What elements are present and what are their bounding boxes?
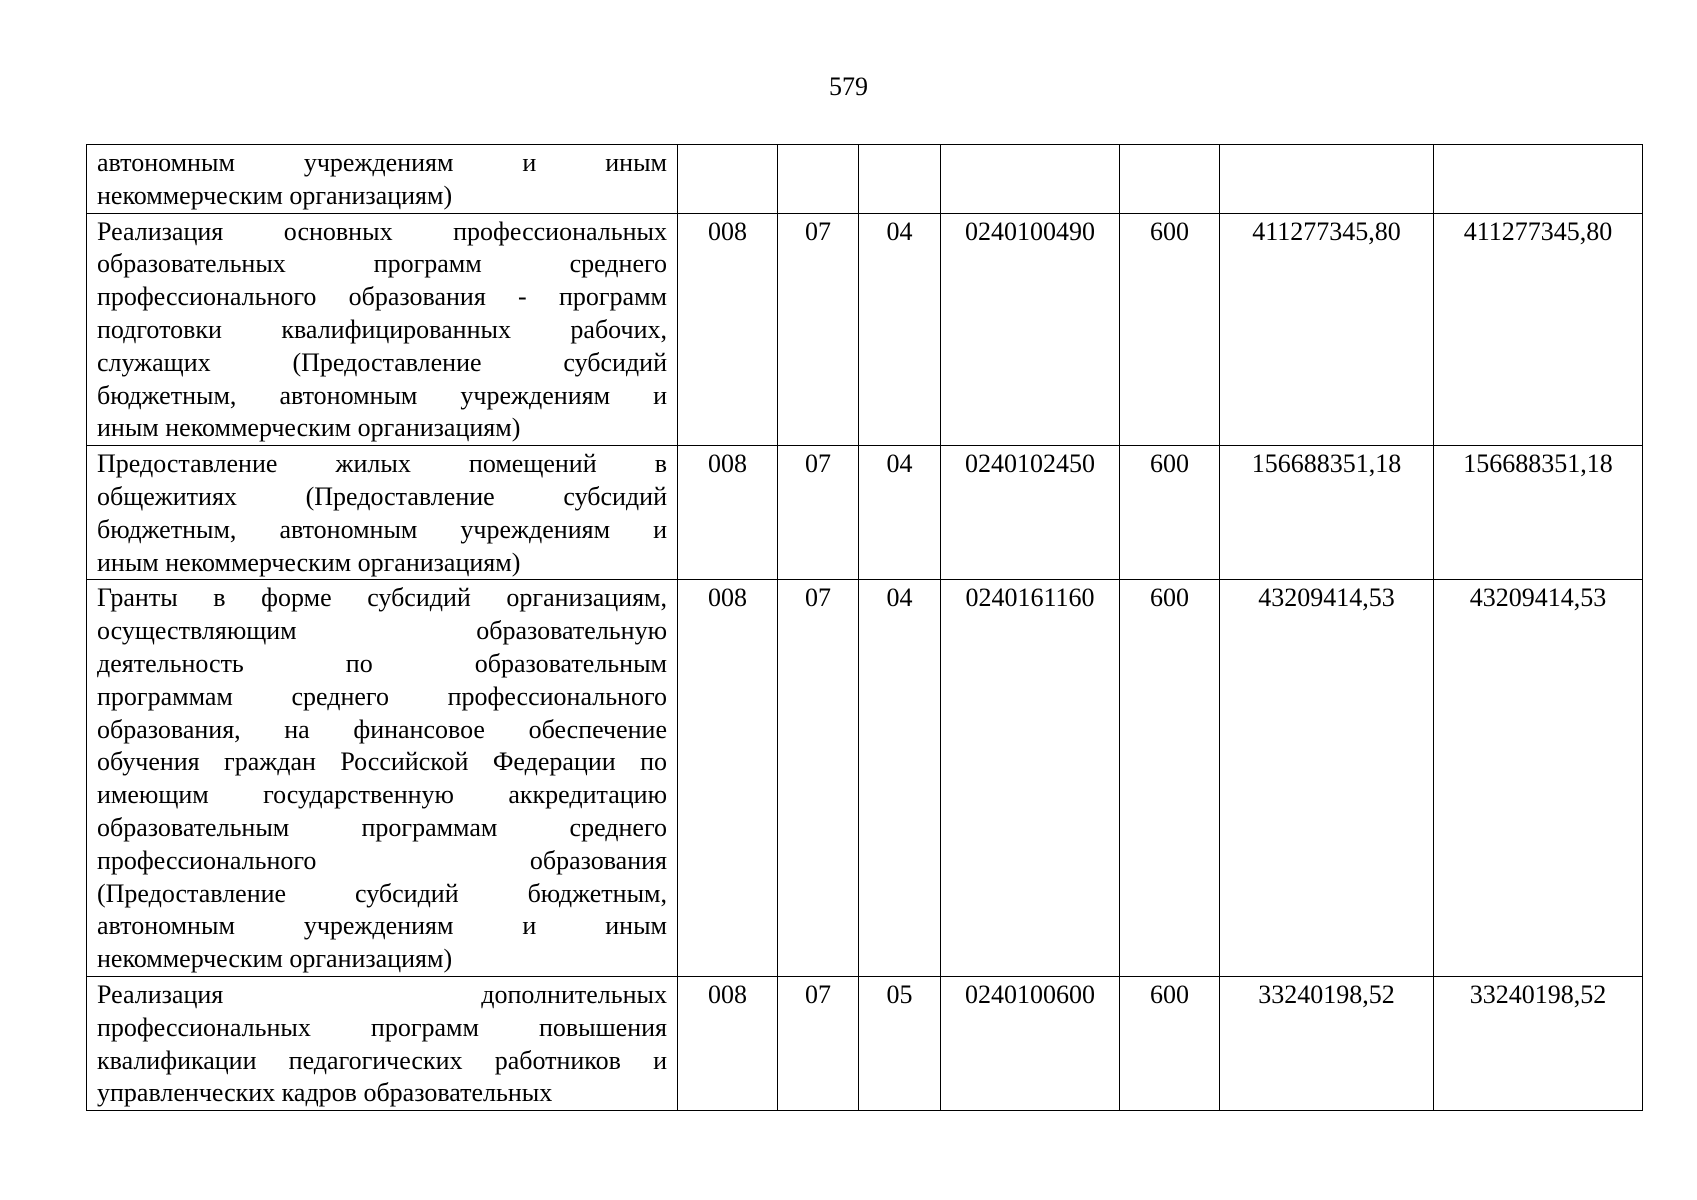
section-code-cell: 07 (778, 976, 859, 1110)
page-number: 579 (829, 72, 868, 101)
amount-first-year-cell (1220, 145, 1434, 214)
subsection-code-cell: 04 (859, 446, 941, 580)
amount-first-year-cell: 156688351,18 (1220, 446, 1434, 580)
expense-description-cell (87, 976, 678, 1110)
amount-second-year-cell: 33240198,52 (1434, 976, 1643, 1110)
description-line: автономным учреждениям и иным (97, 148, 667, 177)
table-row (87, 145, 1643, 214)
section-code-cell: 07 (778, 213, 859, 446)
target-article-cell: 0240100600 (941, 976, 1120, 1110)
expense-type-cell: 600 (1120, 976, 1220, 1110)
description-line: квалификации педагогических работников и (97, 1045, 667, 1075)
section-code-cell: 07 (778, 446, 859, 580)
table-row (87, 446, 1643, 580)
description-line: бюджетным, автономным учреждениям и (97, 514, 667, 544)
description-line: образовательных программ среднего (97, 249, 667, 279)
description-line: имеющим государственную аккредитацию (97, 780, 667, 810)
description-line: обучения граждан Российской Федерации по (97, 747, 667, 777)
target-article-cell: 0240100490 (941, 213, 1120, 446)
amount-first-year-cell: 43209414,53 (1220, 580, 1434, 977)
amount-second-year-cell: 156688351,18 (1434, 446, 1643, 580)
ministry-code-cell: 008 (678, 580, 778, 977)
target-article-cell: 0240102450 (941, 446, 1120, 580)
section-code-cell (778, 145, 859, 214)
description-line: осуществляющим образовательную (97, 616, 667, 646)
description-line: автономным учреждениям и иным (97, 911, 667, 941)
description-line: некоммерческим организациям) (97, 944, 453, 974)
description-line: Реализация дополнительных (97, 979, 667, 1009)
description-line: деятельность по образовательным (97, 648, 667, 678)
description-line: иным некоммерческим организациям) (97, 547, 521, 577)
section-code-cell: 07 (778, 580, 859, 977)
description-line: некоммерческим организациям) (97, 180, 453, 210)
expense-type-cell: 600 (1120, 213, 1220, 446)
description-line: образования, на финансовое обеспечение (97, 714, 667, 744)
description-line: бюджетным, автономным учреждениям и (97, 380, 667, 410)
amount-first-year-cell: 33240198,52 (1220, 976, 1434, 1110)
expense-type-cell: 600 (1120, 580, 1220, 977)
expense-description-cell (87, 580, 678, 977)
expense-description-cell (87, 145, 678, 214)
expense-type-cell (1120, 145, 1220, 214)
description-line: Предоставление жилых помещений в (97, 449, 667, 479)
description-line: управленческих кадров образовательных (97, 1078, 553, 1108)
amount-second-year-cell (1434, 145, 1643, 214)
description-line: Реализация основных профессиональных (97, 216, 667, 246)
amount-first-year-cell: 411277345,80 (1220, 213, 1434, 446)
subsection-code-cell: 05 (859, 976, 941, 1110)
table-row (87, 580, 1643, 977)
ministry-code-cell: 008 (678, 976, 778, 1110)
ministry-code-cell: 008 (678, 446, 778, 580)
target-article-cell: 0240161160 (941, 580, 1120, 977)
description-line: программам среднего профессионального (97, 681, 667, 711)
subsection-code-cell: 04 (859, 580, 941, 977)
expense-description-cell (87, 213, 678, 446)
description-line: образовательным программам среднего (97, 812, 667, 842)
subsection-code-cell: 04 (859, 213, 941, 446)
description-line: иным некоммерческим организациям) (97, 413, 521, 443)
subsection-code-cell (859, 145, 941, 214)
description-line: профессиональных программ повышения (97, 1012, 667, 1042)
budget-table (86, 144, 1643, 1111)
description-line: Гранты в форме субсидий организациям, (97, 583, 667, 613)
description-line: общежитиях (Предоставление субсидий (97, 481, 667, 511)
description-line: подготовки квалифицированных рабочих, (97, 314, 667, 344)
table-row (87, 213, 1643, 446)
description-line: служащих (Предоставление субсидий (97, 347, 667, 377)
amount-second-year-cell: 411277345,80 (1434, 213, 1643, 446)
expense-description-cell (87, 446, 678, 580)
ministry-code-cell: 008 (678, 213, 778, 446)
expense-type-cell: 600 (1120, 446, 1220, 580)
description-line: (Предоставление субсидий бюджетным, (97, 878, 667, 908)
amount-second-year-cell: 43209414,53 (1434, 580, 1643, 977)
description-line: профессионального образования (97, 845, 667, 875)
ministry-code-cell (678, 145, 778, 214)
description-line: профессионального образования - программ (97, 282, 667, 312)
table-row (87, 976, 1643, 1110)
target-article-cell (941, 145, 1120, 214)
